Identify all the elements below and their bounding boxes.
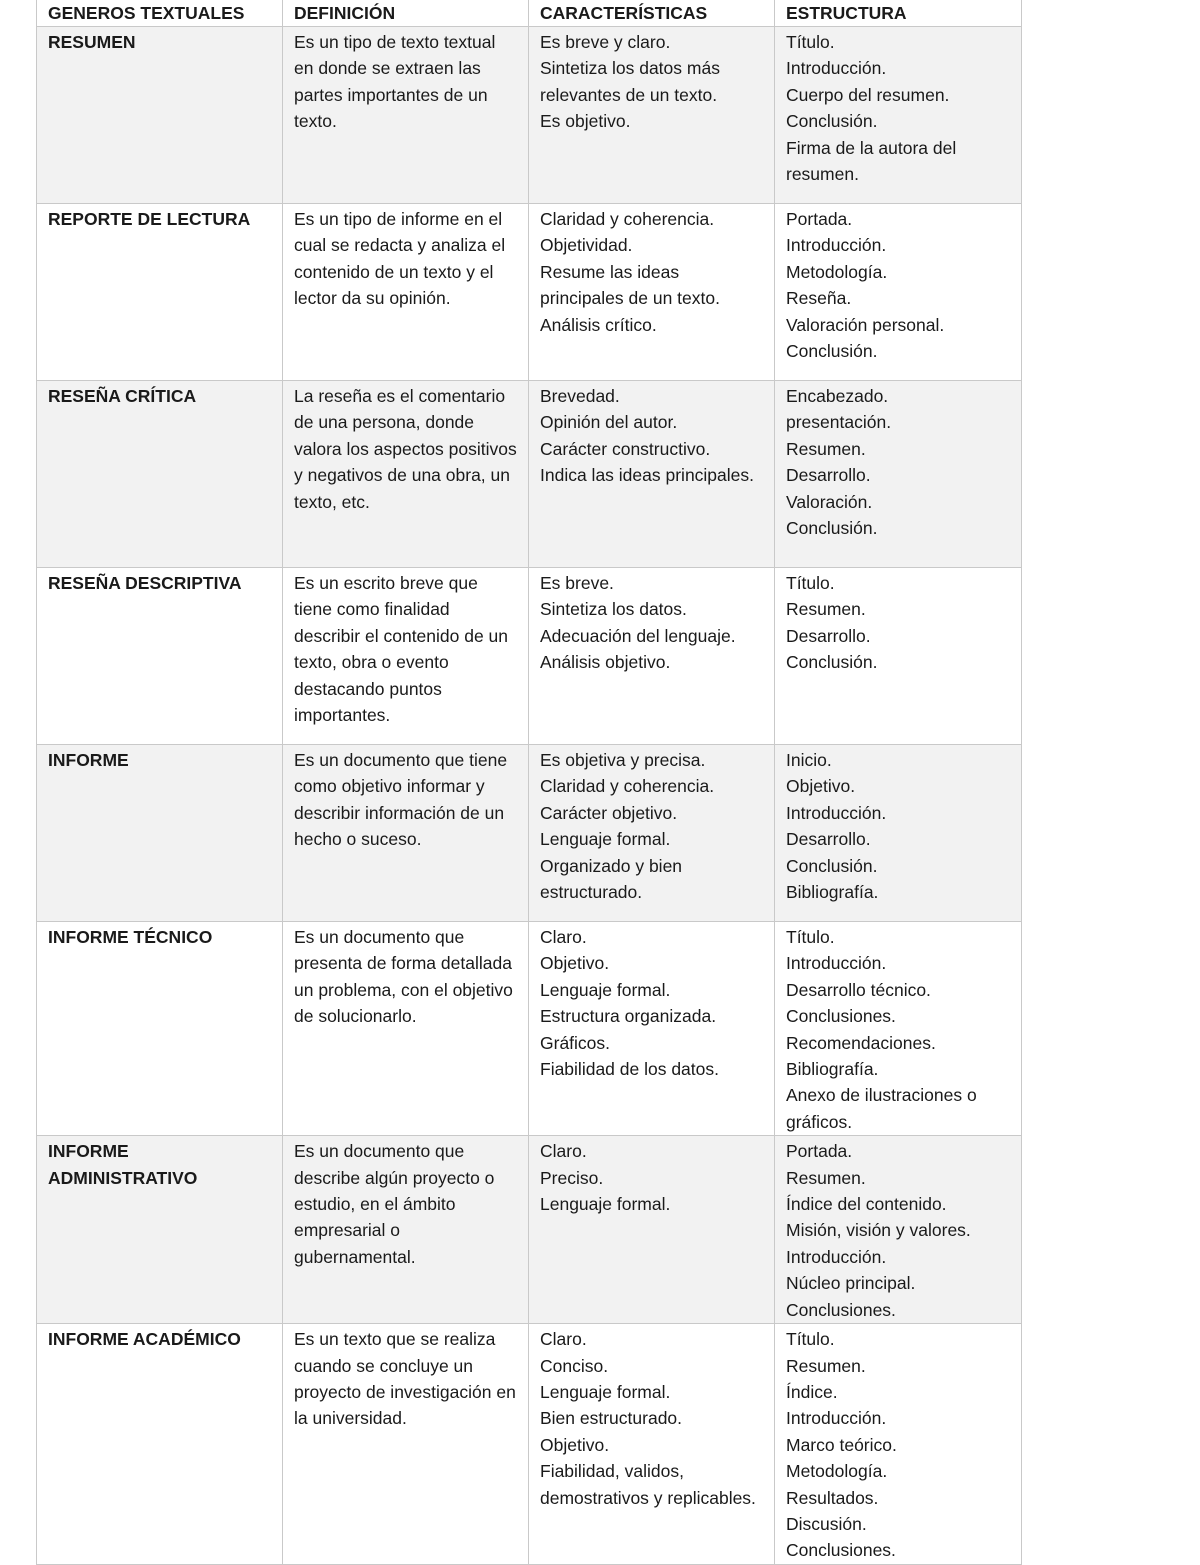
structure-item: Bibliografía. — [786, 882, 879, 903]
structure-item: Portada. — [786, 1141, 853, 1162]
structure-item: Desarrollo. — [786, 465, 871, 486]
characteristic-item: Es breve. — [540, 573, 614, 593]
structure-item: Recomendaciones. — [786, 1032, 936, 1053]
structure-item: Metodología. — [786, 1461, 888, 1482]
structure-item: Introducción. — [786, 235, 887, 256]
structure-item: Encabezado. — [786, 386, 889, 406]
structure-item: Conclusión. — [786, 855, 878, 876]
structure-cell — [775, 204, 1022, 381]
structure-item: Resumen. — [786, 1167, 866, 1188]
table-row — [37, 1324, 1022, 1565]
header-genre: GENEROS TEXTUALES — [37, 0, 283, 27]
characteristics-cell — [529, 568, 775, 745]
table-row — [37, 568, 1022, 745]
characteristic-item: Lenguaje formal. — [540, 979, 671, 1000]
genre-cell: INFORME — [37, 745, 283, 922]
structure-item: Discusión. — [786, 1513, 867, 1534]
characteristic-item: Carácter constructivo. — [540, 438, 711, 459]
definition-cell: La reseña es el comentario de una persona, donde valora los aspectos positivos y negativos de una obra, un texto, etc. — [283, 381, 529, 568]
characteristic-item: Opinión del autor. — [540, 412, 678, 433]
characteristic-item: Adecuación del lenguaje. — [540, 625, 736, 646]
characteristic-item: Claro. — [540, 1329, 587, 1350]
genre-cell: RESUMEN — [37, 27, 283, 204]
characteristic-item: Fiabilidad, validos, demostrativos y replicables. — [540, 1461, 756, 1508]
structure-item: Metodología. — [786, 261, 888, 282]
definition-cell: Es un tipo de informe en el cual se redacta y analiza el contenido de un texto y el lector da su opinión. — [283, 204, 529, 381]
table-row — [37, 922, 1022, 1136]
structure-item: Introducción. — [786, 58, 887, 79]
structure-item: Título. — [786, 1329, 835, 1350]
structure-item: Desarrollo técnico. — [786, 979, 931, 1000]
characteristic-item: Gráficos. — [540, 1032, 611, 1053]
structure-item: Título. — [786, 927, 835, 947]
characteristic-item: Claridad y coherencia. — [540, 776, 715, 797]
header-characteristics: CARACTERÍSTICAS — [529, 0, 775, 27]
genre-cell: RESEÑA DESCRIPTIVA — [37, 568, 283, 745]
definition-cell: Es un escrito breve que tiene como finalidad describir el contenido de un texto, obra o evento destacando puntos importantes. — [283, 568, 529, 745]
characteristic-item: Es objetivo. — [540, 111, 631, 132]
structure-item: Conclusiones. — [786, 1299, 896, 1320]
structure-cell — [775, 568, 1022, 745]
structure-item: Misión, visión y valores. — [786, 1220, 971, 1241]
characteristic-item: Resume las ideas principales de un texto. — [540, 261, 720, 309]
characteristic-item: Conciso. — [540, 1355, 609, 1376]
table-row — [37, 1136, 1022, 1324]
header-structure: ESTRUCTURA — [775, 0, 1022, 27]
characteristics-cell — [529, 381, 775, 568]
characteristic-item: Preciso. — [540, 1167, 604, 1188]
structure-item: Núcleo principal. — [786, 1273, 916, 1294]
characteristics-cell — [529, 27, 775, 204]
table-row — [37, 381, 1022, 568]
structure-item: Cuerpo del resumen. — [786, 84, 950, 105]
structure-item: Conclusión. — [786, 652, 878, 673]
structure-item: Título. — [786, 573, 835, 593]
table-header — [37, 0, 1022, 27]
characteristic-item: Objetivo. — [540, 953, 610, 974]
structure-cell — [775, 381, 1022, 568]
table-row — [37, 27, 1022, 204]
genre-cell: RESEÑA CRÍTICA — [37, 381, 283, 568]
genre-cell: INFORME ACADÉMICO — [37, 1324, 283, 1565]
characteristic-item: Es breve y claro. — [540, 32, 671, 52]
characteristic-item: Sintetiza los datos. — [540, 599, 687, 620]
structure-item: presentación. — [786, 412, 892, 433]
structure-item: Introducción. — [786, 1246, 887, 1267]
structure-item: Desarrollo. — [786, 829, 871, 850]
characteristic-item: Bien estructurado. — [540, 1408, 683, 1429]
structure-item: Introducción. — [786, 1408, 887, 1429]
structure-item: Reseña. — [786, 288, 852, 309]
structure-item: Resultados. — [786, 1487, 879, 1508]
characteristic-item: Lenguaje formal. — [540, 1381, 671, 1402]
structure-cell — [775, 27, 1022, 204]
structure-item: Introducción. — [786, 802, 887, 823]
characteristics-cell — [529, 204, 775, 381]
structure-cell — [775, 1324, 1022, 1565]
structure-item: Valoración personal. — [786, 314, 945, 335]
structure-cell — [775, 1136, 1022, 1324]
structure-item: Valoración. — [786, 491, 873, 512]
definition-cell: Es un documento que tiene como objetivo informar y describir información de un hecho o suceso. — [283, 745, 529, 922]
characteristic-item: Análisis objetivo. — [540, 652, 671, 673]
header-definition: DEFINICIÓN — [283, 0, 529, 27]
characteristic-item: Lenguaje formal. — [540, 829, 671, 850]
characteristic-item: Análisis crítico. — [540, 314, 657, 335]
table-row — [37, 204, 1022, 381]
characteristic-item: Brevedad. — [540, 386, 620, 406]
structure-cell — [775, 922, 1022, 1136]
structure-item: Objetivo. — [786, 776, 856, 797]
structure-item: Índice. — [786, 1381, 838, 1402]
structure-item: Resumen. — [786, 1355, 866, 1376]
definition-cell: Es un documento que describe algún proyecto o estudio, en el ámbito empresarial o gubernamental. — [283, 1136, 529, 1324]
characteristic-item: Claro. — [540, 927, 587, 947]
header-row — [37, 0, 1022, 27]
structure-item: Conclusiones. — [786, 1006, 896, 1027]
genre-cell: REPORTE DE LECTURA — [37, 204, 283, 381]
characteristic-item: Organizado y bien estructurado. — [540, 855, 683, 903]
characteristic-item: Objetividad. — [540, 235, 633, 256]
characteristics-cell — [529, 922, 775, 1136]
definition-cell: Es un documento que presenta de forma detallada un problema, con el objetivo de solucionarlo. — [283, 922, 529, 1136]
characteristics-cell — [529, 745, 775, 922]
structure-item: Inicio. — [786, 750, 832, 770]
characteristics-cell — [529, 1324, 775, 1565]
characteristic-item: Claro. — [540, 1141, 587, 1162]
structure-item: Título. — [786, 32, 835, 52]
genre-cell: INFORME ADMINISTRATIVO — [37, 1136, 283, 1324]
definition-cell: Es un texto que se realiza cuando se concluye un proyecto de investigación en la universidad. — [283, 1324, 529, 1565]
characteristic-item: Lenguaje formal. — [540, 1194, 671, 1215]
structure-cell — [775, 745, 1022, 922]
characteristic-item: Carácter objetivo. — [540, 802, 678, 823]
structure-item: Conclusión. — [786, 111, 878, 132]
structure-item: Marco teórico. — [786, 1434, 897, 1455]
characteristic-item: Fiabilidad de los datos. — [540, 1059, 719, 1080]
genres-table — [36, 0, 1022, 1565]
structure-item: Bibliografía. — [786, 1059, 879, 1080]
characteristic-item: Claridad y coherencia. — [540, 209, 715, 229]
structure-item: Firma de la autora del resumen. — [786, 137, 957, 185]
characteristic-item: Estructura organizada. — [540, 1006, 717, 1027]
structure-item: Índice del contenido. — [786, 1194, 947, 1215]
table-body — [37, 27, 1022, 1565]
characteristic-item: Es objetiva y precisa. — [540, 750, 706, 770]
structure-item: Resumen. — [786, 599, 866, 620]
structure-item: Conclusiones. — [786, 1540, 896, 1561]
characteristic-item: Sintetiza los datos más relevantes de un texto. — [540, 58, 720, 105]
genre-cell: INFORME TÉCNICO — [37, 922, 283, 1136]
characteristic-item: Objetivo. — [540, 1434, 610, 1455]
structure-item: Resumen. — [786, 438, 866, 459]
table-row — [37, 745, 1022, 922]
characteristic-item: Indica las ideas principales. — [540, 465, 755, 486]
document-page — [36, 0, 1021, 1565]
structure-item: Conclusión. — [786, 518, 878, 539]
structure-item: Introducción. — [786, 953, 887, 974]
definition-cell: Es un tipo de texto textual en donde se extraen las partes importantes de un texto. — [283, 27, 529, 204]
structure-item: Portada. — [786, 209, 853, 229]
structure-item: Desarrollo. — [786, 625, 871, 646]
characteristics-cell — [529, 1136, 775, 1324]
structure-item: Conclusión. — [786, 341, 878, 362]
structure-item: Anexo de ilustraciones o gráficos. — [786, 1085, 977, 1132]
